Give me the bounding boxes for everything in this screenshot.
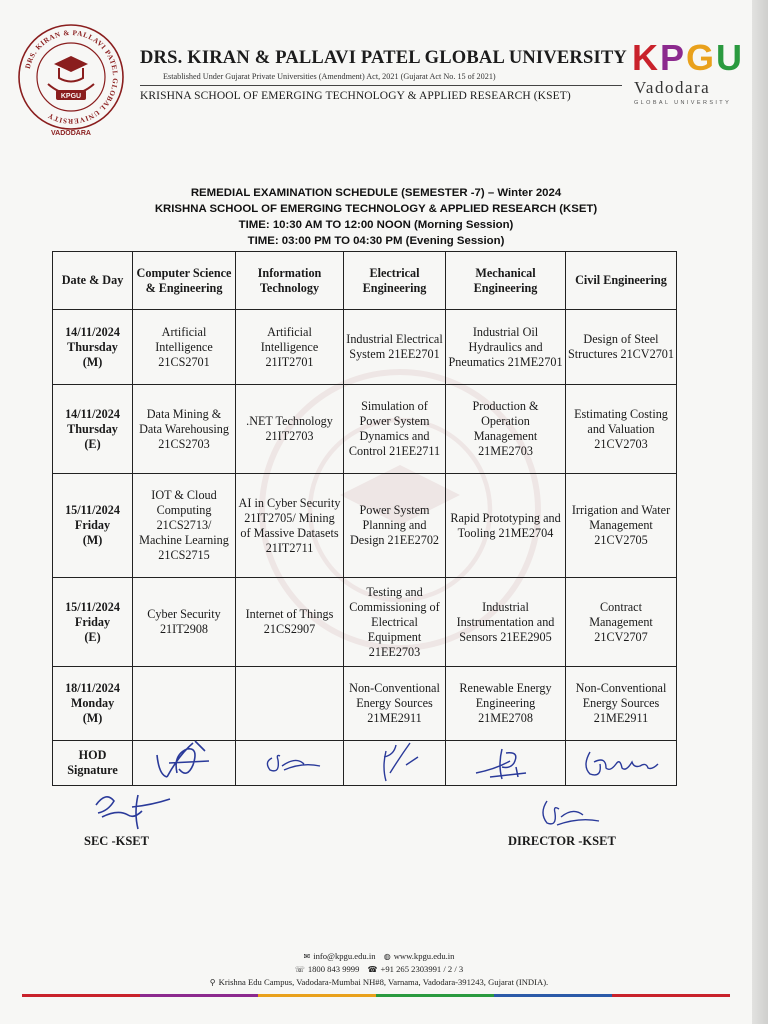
column-header: Civil Engineering bbox=[566, 252, 677, 310]
university-seal-logo bbox=[12, 18, 130, 136]
tollfree-icon: ☏ bbox=[294, 965, 305, 974]
color-segment bbox=[22, 994, 140, 997]
logo-tagline: GLOBAL UNIVERSITY bbox=[634, 100, 732, 106]
handwritten-signature-icon bbox=[360, 737, 430, 785]
subject-cell bbox=[236, 667, 344, 741]
exam-day: Friday bbox=[74, 518, 111, 532]
footer-tollfree: 1800 843 9999 bbox=[307, 964, 360, 974]
column-header: Mechanical Engineering bbox=[446, 252, 566, 310]
school-title: KRISHNA SCHOOL OF EMERGING TECHNOLOGY & APPLIED RESEARCH (KSET) bbox=[154, 203, 598, 215]
subject-cell: Industrial Instrumentation and Sensors 21EE2905 bbox=[446, 578, 566, 667]
location-pin-icon: ⚲ bbox=[209, 978, 216, 987]
handwritten-signature-icon bbox=[466, 743, 546, 783]
subject-cell: Non-Conventional Energy Sources 21ME2911 bbox=[344, 667, 446, 741]
date-day-cell bbox=[53, 667, 133, 741]
morning-session-time: TIME: 10:30 AM TO 12:00 NOON (Morning Session) bbox=[238, 219, 514, 231]
schedule-title: REMEDIAL EXAMINATION SCHEDULE (SEMESTER -7) – Winter 2024 bbox=[190, 187, 562, 199]
subject-cell: Renewable Energy Engineering 21ME2708 bbox=[446, 667, 566, 741]
exam-schedule-table bbox=[52, 251, 677, 786]
subject-cell: AI in Cyber Security 21IT2705/ Mining of Massive Datasets 21IT2711 bbox=[236, 474, 344, 578]
subject-cell: Simulation of Power System Dynamics and Control 21EE2711 bbox=[344, 385, 446, 474]
footer-contact-line bbox=[0, 951, 752, 961]
hod-signature-cell bbox=[344, 741, 446, 786]
subject-cell: Non-Conventional Energy Sources 21ME2911 bbox=[566, 667, 677, 741]
subject-cell: Industrial Oil Hydraulics and Pneumatics 21ME2701 bbox=[446, 310, 566, 385]
footer-email[interactable]: info@kpgu.edu.in bbox=[313, 951, 376, 961]
footer-website[interactable]: www.kpgu.edu.in bbox=[393, 951, 455, 961]
subject-cell: Rapid Prototyping and Tooling 21ME2704 bbox=[446, 474, 566, 578]
column-header: Information Technology bbox=[236, 252, 344, 310]
director-kset-label: DIRECTOR -KSET bbox=[508, 834, 616, 848]
column-header: Computer Science & Engineering bbox=[133, 252, 236, 310]
establishment-line: Established Under Gujarat Private Universities (Amendment) Act, 2021 (Gujarat Act No. 15 of 2021) bbox=[163, 72, 496, 81]
exam-day: Thursday bbox=[67, 339, 118, 354]
globe-icon: ◍ bbox=[383, 952, 391, 961]
sec-kset-signature-icon bbox=[88, 785, 178, 833]
date-day-cell bbox=[53, 385, 133, 474]
table-header-row bbox=[53, 252, 677, 310]
kpgu-logo bbox=[632, 37, 745, 78]
exam-session: (M) bbox=[82, 533, 103, 547]
logo-letter: P bbox=[660, 37, 687, 78]
subject-cell: Artificial Intelligence 21CS2701 bbox=[133, 310, 236, 385]
hod-signature-cell bbox=[566, 741, 677, 786]
subject-cell: Contract Management 21CV2707 bbox=[566, 578, 677, 667]
column-header: Date & Day bbox=[53, 252, 133, 310]
director-kset-signature-icon bbox=[535, 795, 605, 835]
table-row bbox=[53, 667, 677, 741]
color-segment bbox=[494, 994, 612, 997]
color-segment bbox=[612, 994, 730, 997]
email-icon: ✉ bbox=[303, 952, 311, 961]
subject-cell: Estimating Costing and Valuation 21CV2703 bbox=[566, 385, 677, 474]
subject-cell: Production & Operation Management 21ME2703 bbox=[446, 385, 566, 474]
date-day-cell bbox=[53, 310, 133, 385]
date-day-cell bbox=[53, 578, 133, 667]
signature-label: Signature bbox=[67, 763, 118, 777]
table-row bbox=[53, 474, 677, 578]
evening-session-time: TIME: 03:00 PM TO 04:30 PM (Evening Session) bbox=[247, 235, 505, 247]
color-segment bbox=[258, 994, 376, 997]
footer-address-line bbox=[0, 977, 752, 987]
subject-cell: Artificial Intelligence 21IT2701 bbox=[236, 310, 344, 385]
logo-letter: G bbox=[686, 37, 717, 78]
subject-cell: Cyber Security 21IT2908 bbox=[133, 578, 236, 667]
date-day-cell bbox=[53, 474, 133, 578]
table-row bbox=[53, 385, 677, 474]
subject-cell: .NET Technology 21IT2703 bbox=[236, 385, 344, 474]
header-divider bbox=[140, 85, 622, 86]
exam-date: 18/11/2024 bbox=[65, 681, 120, 695]
exam-day: Friday bbox=[74, 614, 111, 629]
seal-caption: VADODARA bbox=[51, 130, 91, 137]
exam-day: Monday bbox=[70, 696, 115, 710]
hod-signature-row bbox=[53, 741, 677, 786]
exam-session: (E) bbox=[84, 629, 101, 644]
hod-signature-cell bbox=[446, 741, 566, 786]
color-segment bbox=[140, 994, 258, 997]
subject-cell: Irrigation and Water Management 21CV2705 bbox=[566, 474, 677, 578]
column-header: Electrical Engineering bbox=[344, 252, 446, 310]
svg-text:DRS. KIRAN & PALLAVI PATEL GLO: DRS. KIRAN & PALLAVI PATEL GLOBAL UNIVERSITY bbox=[23, 28, 120, 126]
exam-date: 14/11/2024 bbox=[65, 324, 120, 339]
table-row bbox=[53, 578, 677, 667]
phone-icon: ☎ bbox=[367, 965, 378, 974]
footer-color-bar bbox=[22, 994, 730, 997]
table-row bbox=[53, 310, 677, 385]
subject-cell: Testing and Commissioning of Electrical Equipment 21EE2703 bbox=[344, 578, 446, 667]
university-name: DRS. KIRAN & PALLAVI PATEL GLOBAL UNIVERSITY bbox=[140, 48, 627, 68]
page-edge-shadow bbox=[752, 0, 768, 1024]
footer-address: Krishna Edu Campus, Vadodara-Mumbai NH#8, Varnama, Vadodara-391243, Gujarat (INDIA). bbox=[218, 977, 549, 987]
exam-session: (E) bbox=[84, 436, 101, 451]
subject-cell: Internet of Things 21CS2907 bbox=[236, 578, 344, 667]
exam-day: Thursday bbox=[67, 421, 118, 436]
handwritten-signature-icon bbox=[250, 748, 330, 778]
exam-date: 15/11/2024 bbox=[65, 503, 120, 517]
svg-text:KPGU: KPGU bbox=[60, 93, 82, 100]
logo-city: Vadodara bbox=[634, 78, 711, 97]
exam-date: 14/11/2024 bbox=[65, 406, 120, 421]
footer-phone-line bbox=[0, 964, 752, 974]
handwritten-signature-icon bbox=[149, 735, 219, 783]
sec-kset-label: SEC -KSET bbox=[84, 834, 149, 848]
logo-letter: K bbox=[632, 37, 660, 78]
hod-signature-cell bbox=[236, 741, 344, 786]
handwritten-signature-icon bbox=[576, 746, 666, 780]
exam-date: 15/11/2024 bbox=[65, 599, 120, 614]
subject-cell: Data Mining & Data Warehousing 21CS2703 bbox=[133, 385, 236, 474]
footer-phone: +91 265 2303991 / 2 / 3 bbox=[380, 964, 464, 974]
exam-session: (M) bbox=[82, 711, 103, 725]
subject-cell bbox=[133, 667, 236, 741]
subject-cell: Industrial Electrical System 21EE2701 bbox=[344, 310, 446, 385]
hod-signature-cell bbox=[133, 741, 236, 786]
logo-letter: U bbox=[716, 37, 745, 78]
subject-cell: Power System Planning and Design 21EE2702 bbox=[344, 474, 446, 578]
schedule-title-block bbox=[0, 185, 752, 249]
school-name: KRISHNA SCHOOL OF EMERGING TECHNOLOGY & APPLIED RESEARCH (KSET) bbox=[140, 90, 571, 102]
hod-label-cell bbox=[53, 741, 133, 786]
exam-session: (M) bbox=[82, 354, 103, 369]
subject-cell: Design of Steel Structures 21CV2701 bbox=[566, 310, 677, 385]
color-segment bbox=[376, 994, 494, 997]
hod-label: HOD bbox=[78, 748, 107, 762]
subject-cell: IOT & Cloud Computing 21CS2713/ Machine Learning 21CS2715 bbox=[133, 474, 236, 578]
